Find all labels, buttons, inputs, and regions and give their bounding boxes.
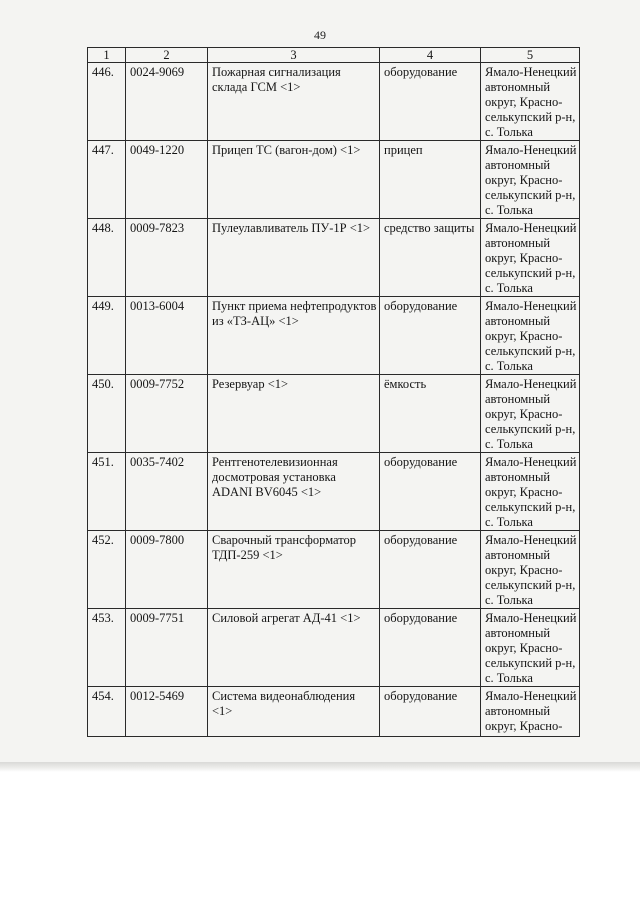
table-row bbox=[88, 141, 580, 219]
location-cell: Ямало-Ненецкий автономный округ, Красно-селькупский р-н, с. Толька bbox=[481, 297, 580, 375]
row-number-cell: 446. bbox=[88, 63, 126, 141]
column-header-4: 4 bbox=[380, 48, 481, 63]
inventory-code-cell: 0009-7752 bbox=[126, 375, 208, 453]
item-name-cell: Резервуар <1> bbox=[208, 375, 380, 453]
column-header-2: 2 bbox=[126, 48, 208, 63]
row-number-cell: 452. bbox=[88, 531, 126, 609]
column-header-1: 1 bbox=[88, 48, 126, 63]
table-row bbox=[88, 63, 580, 141]
item-name-cell: Рентгенотелевизионная досмотровая установка ADANI BV6045 <1> bbox=[208, 453, 380, 531]
location-cell: Ямало-Ненецкий автономный округ, Красно- bbox=[481, 687, 580, 737]
item-type-cell: ёмкость bbox=[380, 375, 481, 453]
inventory-code-cell: 0049-1220 bbox=[126, 141, 208, 219]
table-row bbox=[88, 219, 580, 297]
item-name-cell: Система видеонаблюдения <1> bbox=[208, 687, 380, 737]
table-row bbox=[88, 609, 580, 687]
scan-bottom-edge bbox=[0, 762, 640, 772]
item-name-cell: Пожарная сигнализация склада ГСМ <1> bbox=[208, 63, 380, 141]
item-type-cell: средство защиты bbox=[380, 219, 481, 297]
inventory-code-cell: 0009-7800 bbox=[126, 531, 208, 609]
column-header-5: 5 bbox=[481, 48, 580, 63]
table-row bbox=[88, 531, 580, 609]
item-type-cell: оборудование bbox=[380, 531, 481, 609]
item-name-cell: Прицеп ТС (вагон-дом) <1> bbox=[208, 141, 380, 219]
row-number-cell: 450. bbox=[88, 375, 126, 453]
inventory-code-cell: 0012-5469 bbox=[126, 687, 208, 737]
item-type-cell: оборудование bbox=[380, 297, 481, 375]
location-cell: Ямало-Ненецкий автономный округ, Красно-селькупский р-н, с. Толька bbox=[481, 219, 580, 297]
item-name-cell: Сварочный трансформатор ТДП-259 <1> bbox=[208, 531, 380, 609]
item-type-cell: оборудование bbox=[380, 453, 481, 531]
row-number-cell: 449. bbox=[88, 297, 126, 375]
location-cell: Ямало-Ненецкий автономный округ, Красно-селькупский р-н, с. Толька bbox=[481, 375, 580, 453]
page-number: 49 bbox=[314, 28, 326, 42]
location-cell: Ямало-Ненецкий автономный округ, Красно-селькупский р-н, с. Толька bbox=[481, 609, 580, 687]
table-row bbox=[88, 687, 580, 737]
inventory-code-cell: 0009-7751 bbox=[126, 609, 208, 687]
column-header-3: 3 bbox=[208, 48, 380, 63]
row-number-cell: 448. bbox=[88, 219, 126, 297]
row-number-cell: 451. bbox=[88, 453, 126, 531]
inventory-code-cell: 0035-7402 bbox=[126, 453, 208, 531]
location-cell: Ямало-Ненецкий автономный округ, Красно-селькупский р-н, с. Толька bbox=[481, 63, 580, 141]
table-header-row bbox=[88, 48, 580, 63]
table-row bbox=[88, 297, 580, 375]
location-cell: Ямало-Ненецкий автономный округ, Красно-селькупский р-н, с. Толька bbox=[481, 453, 580, 531]
table-row bbox=[88, 375, 580, 453]
item-name-cell: Пункт приема нефтепродуктов из «ТЗ-АЦ» <1> bbox=[208, 297, 380, 375]
inventory-code-cell: 0013-6004 bbox=[126, 297, 208, 375]
item-type-cell: оборудование bbox=[380, 609, 481, 687]
inventory-code-cell: 0009-7823 bbox=[126, 219, 208, 297]
item-type-cell: оборудование bbox=[380, 63, 481, 141]
inventory-code-cell: 0024-9069 bbox=[126, 63, 208, 141]
item-name-cell: Пулеулавливатель ПУ-1Р <1> bbox=[208, 219, 380, 297]
item-name-cell: Силовой агрегат АД-41 <1> bbox=[208, 609, 380, 687]
table-row bbox=[88, 453, 580, 531]
row-number-cell: 454. bbox=[88, 687, 126, 737]
location-cell: Ямало-Ненецкий автономный округ, Красно-селькупский р-н, с. Толька bbox=[481, 141, 580, 219]
item-type-cell: прицеп bbox=[380, 141, 481, 219]
row-number-cell: 447. bbox=[88, 141, 126, 219]
property-register-table bbox=[87, 47, 580, 737]
row-number-cell: 453. bbox=[88, 609, 126, 687]
location-cell: Ямало-Ненецкий автономный округ, Красно-селькупский р-н, с. Толька bbox=[481, 531, 580, 609]
item-type-cell: оборудование bbox=[380, 687, 481, 737]
